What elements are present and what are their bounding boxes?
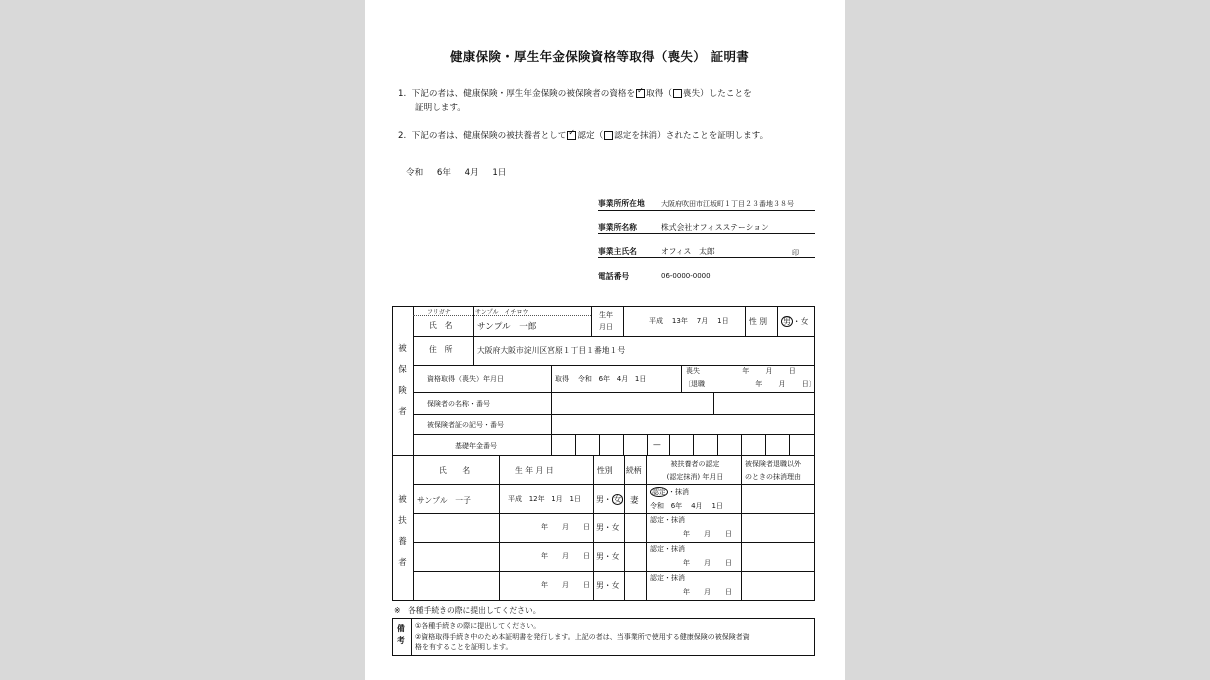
remarks-line-2: ②資格取得手続き中のため本証明書を発行します。上記の者は、当事業所で使用する健康保険の被保険者資 (415, 632, 750, 641)
dependent-1-recognition: 認定 ・抹消 (652, 488, 689, 496)
insured-address: 大阪府大阪市淀川区宮原１丁目１番地１号 (477, 346, 626, 355)
employer-phone-label: 電話番号 (598, 272, 630, 281)
address-label: 住 所 (429, 345, 453, 354)
statement-1-text-b: 取得（ (646, 89, 672, 99)
dependent-3-sex: 男・女 (596, 552, 620, 561)
recognize-checkbox[interactable] (567, 131, 576, 140)
dependents-section-label: 被 扶 養 者 (398, 495, 407, 568)
dep-header-birth: 生 年 月 日 (515, 466, 554, 475)
acquire-date: 取得 令和 6年 4月 1日 (555, 375, 647, 383)
employer-name: 株式会社オフィスステーション (661, 223, 769, 232)
insurance-card-label: 被保険者証の記号・番号 (427, 421, 504, 429)
sex-female-circled: 女 (613, 495, 622, 504)
remarks-label: 備 考 (397, 624, 405, 645)
statement-2-text-b: 認定（ (577, 131, 604, 141)
dependent-2-birth: 年 月 日 (541, 523, 590, 531)
qualification-date-label: 資格取得（喪失）年月日 (427, 375, 504, 383)
birth-label: 生年 月日 (599, 311, 613, 331)
dependent-3-recognition: 認定・抹消 (650, 545, 685, 553)
dependent-2-recognition-date: 年 月 日 (683, 530, 732, 538)
statement-2-number: 2. (398, 131, 407, 141)
remarks-text (415, 621, 750, 653)
dep-header-recognition: 被扶養者の認定 (認定抹消) 年月日 (666, 460, 724, 481)
statement-1-text-a: 下記の者は、健康保険・厚生年金保険の被保険者の資格を (411, 89, 636, 99)
retire-date: 〔退職 年 月 日〕 (684, 380, 816, 388)
remarks-line-1: ①各種手続きの際に提出してください。 (415, 622, 541, 630)
sex-label: 性 別 (749, 317, 768, 326)
insurer-label: 保険者の名称・番号 (427, 400, 490, 408)
footnote-mark: ※ (394, 606, 401, 615)
statement-1-text-c: 喪失）したことを (682, 89, 752, 99)
dep-header-relation: 続柄 (626, 466, 642, 475)
insured-name: サンプル 一郎 (477, 322, 537, 332)
statement-1-number: 1. (398, 89, 407, 99)
furigana-label: フリガナ (427, 309, 451, 316)
dependent-2-sex: 男・女 (596, 523, 620, 532)
document-title: 健康保険・厚生年金保険資格等取得（喪失） 証明書 (450, 49, 750, 64)
lose-checkbox[interactable] (673, 89, 682, 98)
employer-phone: 06-0000-0000 (661, 272, 711, 280)
insured-sex: 男 ・女 (783, 317, 809, 326)
dep-header-sex: 性別 (597, 466, 613, 475)
seal-mark: 印 (792, 249, 799, 257)
dep-header-name: 氏 名 (439, 466, 471, 475)
dependent-4-sex: 男・女 (596, 581, 620, 590)
date-month: 4月 (464, 168, 479, 178)
footnote-text: 各種手続きの際に提出してください。 (407, 606, 541, 615)
insured-furigana: サンプル イチロウ (475, 309, 529, 316)
statement-2-text-c: 認定を抹消）されたことを証明します。 (614, 131, 769, 141)
dependent-1-birth: 平成 12年 1月 1日 (508, 495, 581, 503)
dependent-1-recognition-date: 令和 6年 4月 1日 (650, 502, 723, 510)
loss-date: 喪失 年 月 日 (686, 367, 796, 375)
insured-birth: 平成 13年 7月 1日 (649, 317, 729, 325)
footnote (394, 605, 541, 616)
employer-owner: オフィス 太郎 (661, 247, 715, 256)
cancel-recognition-checkbox[interactable] (604, 131, 613, 140)
sex-male-circled: 男 (783, 317, 791, 326)
employer-address-underline (598, 210, 815, 211)
dependent-4-recognition-date: 年 月 日 (683, 588, 732, 596)
dependent-4-birth: 年 月 日 (541, 581, 590, 589)
pension-dash: — (653, 440, 661, 449)
remarks-line-3: 格を有することを証明します。 (415, 643, 513, 651)
certificate-page (365, 0, 845, 680)
employer-address: 大阪府吹田市江坂町１丁目２３番地３８号 (661, 200, 794, 208)
employer-owner-label: 事業主氏名 (598, 247, 637, 256)
statement-2-text-a: 下記の者は、健康保険の被扶養者として (411, 131, 567, 141)
employer-owner-underline (598, 257, 815, 258)
employer-address-label: 事業所所在地 (598, 199, 645, 208)
dependent-1-name: サンプル 一子 (417, 496, 471, 505)
dependent-3-birth: 年 月 日 (541, 552, 590, 560)
dependent-3-recognition-date: 年 月 日 (683, 559, 732, 567)
statement-1-line-2: 証明します。 (415, 103, 466, 113)
acquire-checkbox[interactable] (636, 89, 645, 98)
dependent-1-relation: 妻 (630, 496, 639, 506)
date-era: 令和 (406, 168, 424, 178)
dependent-2-recognition: 認定・抹消 (650, 516, 685, 524)
insured-section-label: 被 保 険 者 (398, 344, 407, 417)
employer-name-underline (598, 233, 815, 234)
dependent-1-sex: 男・ 女 (596, 495, 622, 504)
employer-name-label: 事業所名称 (598, 223, 637, 232)
statement-1-line-1 (398, 87, 752, 99)
statement-2 (398, 129, 768, 141)
dependent-4-recognition: 認定・抹消 (650, 574, 685, 582)
insured-name-label: 氏 名 (429, 321, 453, 330)
certificate-date (406, 166, 506, 178)
dep-header-reason: 被保険者退職以外 のときの抹消理由 (745, 460, 801, 481)
pension-number-label: 基礎年金番号 (455, 442, 497, 450)
date-day: 1日 (492, 168, 507, 178)
date-year: 6年 (436, 168, 451, 178)
